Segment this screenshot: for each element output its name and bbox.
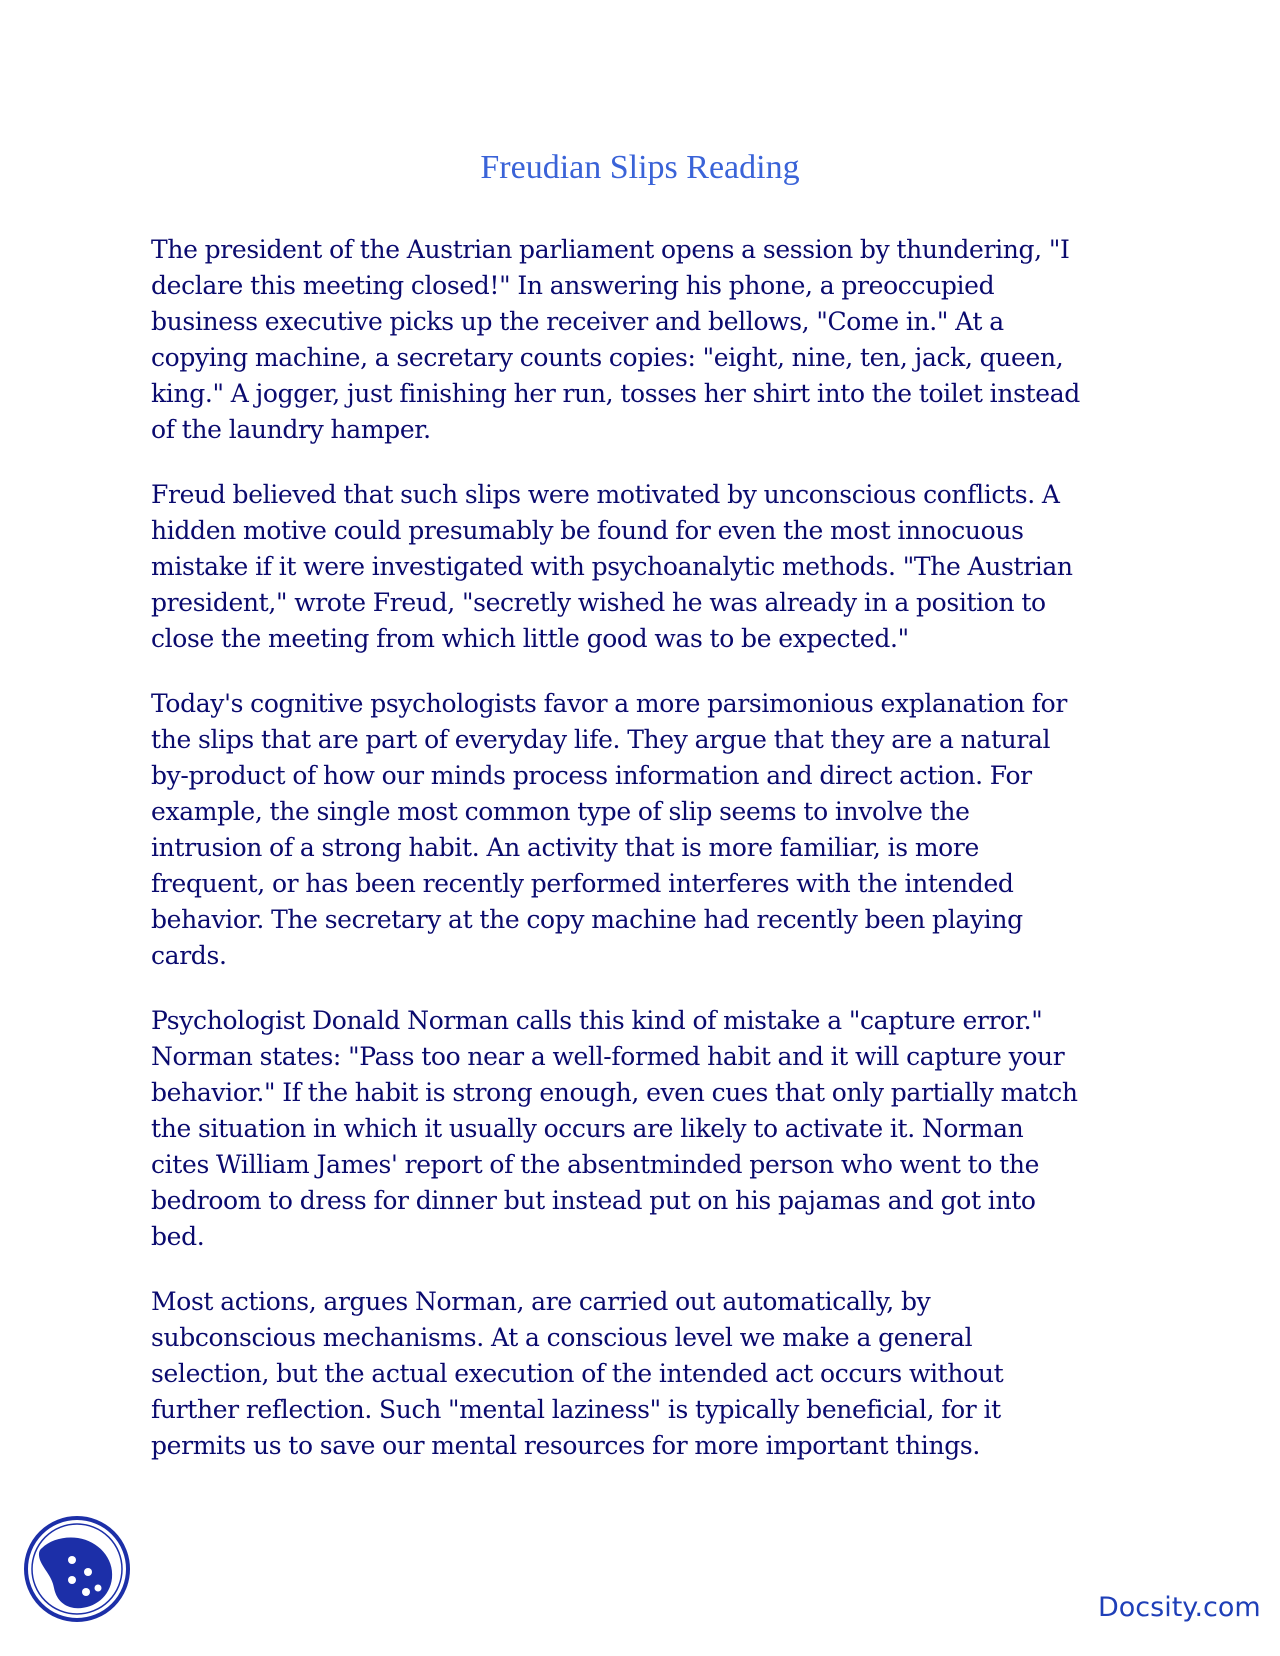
docsity-logo-icon bbox=[22, 1514, 132, 1624]
paragraph-line: hidden motive could presumably be found for even the most innocuous bbox=[151, 516, 1024, 545]
paragraph-line: Psychologist Donald Norman calls this kind of mistake a "capture error." bbox=[151, 1006, 1043, 1035]
paragraph-line: copying machine, a secretary counts copies: "eight, nine, ten, jack, queen, bbox=[151, 343, 1064, 372]
paragraph-line: example, the single most common type of slip seems to involve the bbox=[151, 797, 970, 826]
paragraph bbox=[151, 1284, 1131, 1464]
paragraph-line: bedroom to dress for dinner but instead put on his pajamas and got into bbox=[151, 1186, 1036, 1215]
paragraph-line: Today's cognitive psychologists favor a more parsimonious explanation for bbox=[151, 689, 1067, 718]
paragraph-line: president," wrote Freud, "secretly wished he was already in a position to bbox=[151, 588, 1046, 617]
paragraph-line: declare this meeting closed!" In answering his phone, a preoccupied bbox=[151, 271, 995, 300]
paragraph-line: business executive picks up the receiver and bellows, "Come in." At a bbox=[151, 307, 1004, 336]
paragraph-line: the situation in which it usually occurs are likely to activate it. Norman bbox=[151, 1114, 1024, 1143]
paragraph-line: behavior." If the habit is strong enough, even cues that only partially match bbox=[151, 1078, 1078, 1107]
paragraph bbox=[151, 686, 1131, 974]
paragraph-line: intrusion of a strong habit. An activity that is more familiar, is more bbox=[151, 833, 979, 862]
paragraph-line: subconscious mechanisms. At a conscious level we make a general bbox=[151, 1323, 973, 1352]
paragraph bbox=[151, 477, 1131, 657]
paragraph-line: further reflection. Such "mental laziness" is typically beneficial, for it bbox=[151, 1395, 1001, 1424]
paragraph-line: of the laundry hamper. bbox=[151, 415, 431, 444]
paragraph-line: king." A jogger, just finishing her run, tosses her shirt into the toilet instead bbox=[151, 379, 1080, 408]
paragraph-line: Most actions, argues Norman, are carried out automatically, by bbox=[151, 1287, 931, 1316]
paragraph-line: the slips that are part of everyday life. They argue that they are a natural bbox=[151, 725, 1051, 754]
document-body bbox=[151, 232, 1131, 1493]
paragraph-line: bed. bbox=[151, 1222, 205, 1251]
paragraph-line: Freud believed that such slips were motivated by unconscious conflicts. A bbox=[151, 480, 1060, 509]
paragraph-line: The president of the Austrian parliament opens a session by thundering, "I bbox=[151, 235, 1070, 264]
paragraph bbox=[151, 1003, 1131, 1255]
paragraph-line: permits us to save our mental resources for more important things. bbox=[151, 1431, 980, 1460]
paragraph-line: cites William James' report of the absentminded person who went to the bbox=[151, 1150, 1040, 1179]
paragraph-line: close the meeting from which little good was to be expected." bbox=[151, 624, 909, 653]
docsity-logo-svg bbox=[22, 1514, 132, 1624]
docsity-brand-link[interactable]: Docsity.com bbox=[1098, 1592, 1261, 1623]
paragraph bbox=[151, 232, 1131, 448]
paragraph-line: cards. bbox=[151, 941, 227, 970]
paragraph-line: by-product of how our minds process information and direct action. For bbox=[151, 761, 1032, 790]
paragraph-line: frequent, or has been recently performed interferes with the intended bbox=[151, 869, 1014, 898]
page-title: Freudian Slips Reading bbox=[480, 149, 800, 186]
paragraph-line: mistake if it were investigated with psychoanalytic methods. "The Austrian bbox=[151, 552, 1073, 581]
paragraph-line: behavior. The secretary at the copy machine had recently been playing bbox=[151, 905, 1023, 934]
paragraph-line: selection, but the actual execution of the intended act occurs without bbox=[151, 1359, 1004, 1388]
paragraph-line: Norman states: "Pass too near a well-formed habit and it will capture your bbox=[151, 1042, 1065, 1071]
